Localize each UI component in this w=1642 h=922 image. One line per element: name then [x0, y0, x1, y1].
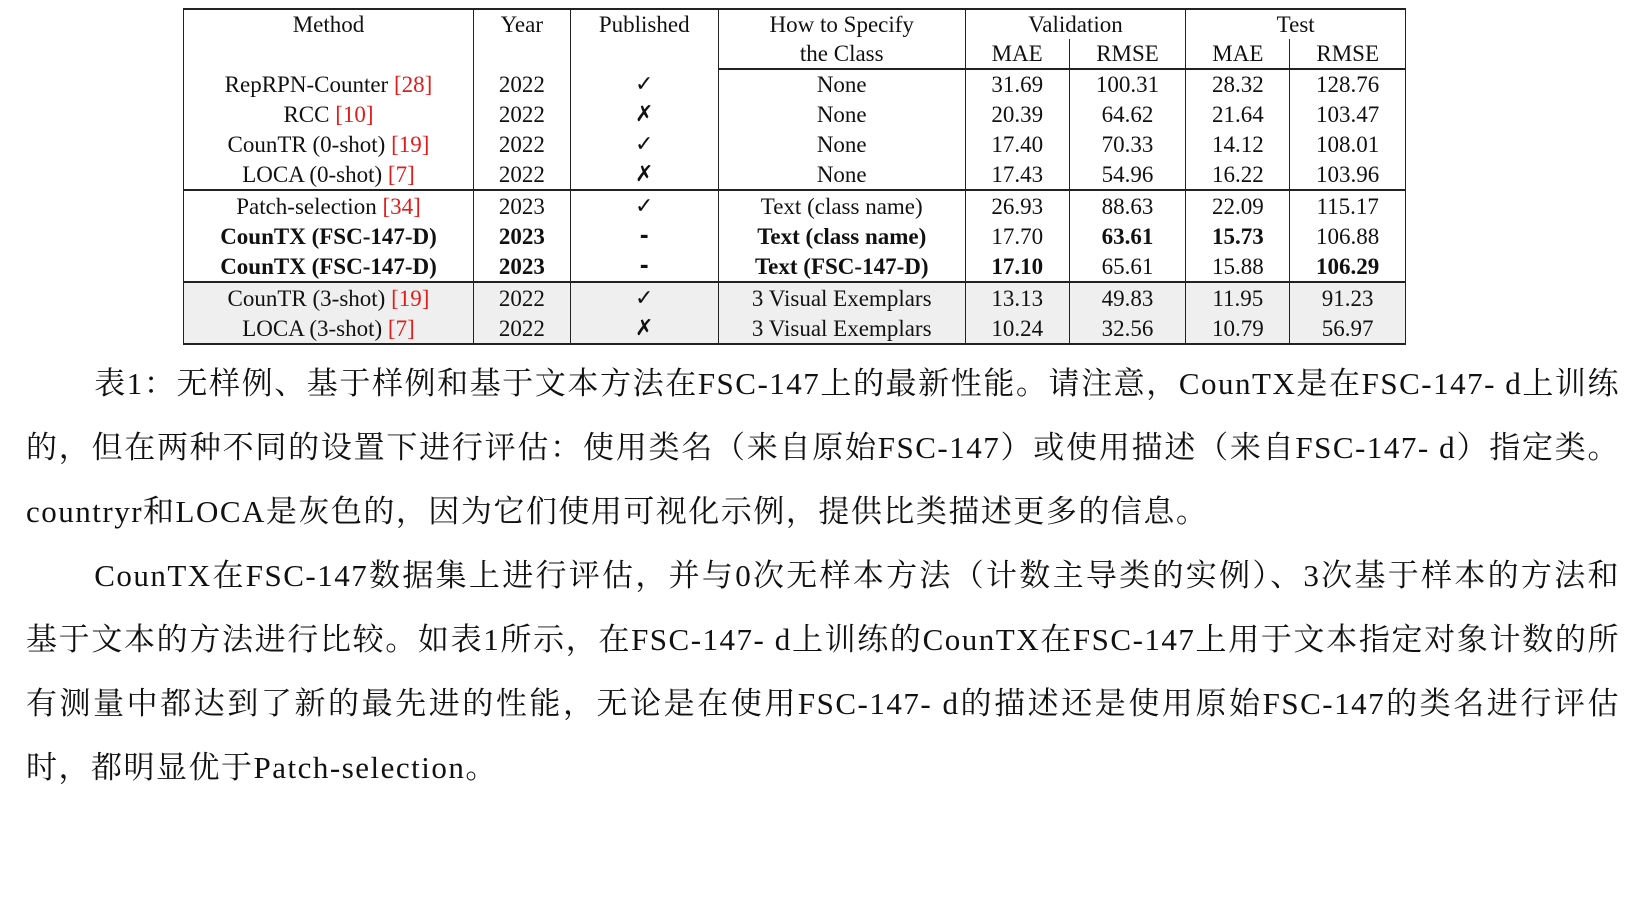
method-name: RCC [283, 101, 336, 127]
cell-test-mae: 21.64 [1186, 99, 1290, 129]
cell-method [184, 282, 474, 313]
cell-val-mae: 13.13 [965, 282, 1069, 313]
citation-link[interactable]: [19] [391, 285, 430, 311]
table-group-text [184, 190, 1406, 282]
cell-val-rmse: 88.63 [1069, 190, 1186, 221]
cell-how: None [718, 69, 965, 99]
table-row [184, 282, 1406, 313]
method-name: Patch-selection [236, 193, 383, 219]
cell-val-rmse: 70.33 [1069, 129, 1186, 159]
cell-year: 2022 [473, 69, 570, 99]
cell-how: Text (FSC-147-D) [718, 251, 965, 282]
cell-test-mae: 11.95 [1186, 282, 1290, 313]
cell-method [184, 313, 474, 344]
header-year: Year [473, 9, 570, 69]
body-paragraph: CounTX在FSC-147数据集上进行评估，并与0次无样本方法（计数主导类的实例）、3次基于样本的方法和基于文本的方法进行比较。如表1所示，在FSC-147- d上训练的CounTX在FSC-147上用于文本指定对象计数的所有测量中都达到了新的最先进的性能，无论是在使用FSC-147- d的描述还是使用原始FSC-147的类名进行评估时，都明显优于Patch-selection。 [26, 558, 1620, 785]
cell-method [184, 129, 474, 159]
cell-val-rmse: 54.96 [1069, 159, 1186, 190]
method-name: CounTR (0-shot) [227, 131, 392, 157]
header-test-rmse: RMSE [1290, 39, 1406, 69]
cell-test-mae: 22.09 [1186, 190, 1290, 221]
table-row [184, 159, 1406, 190]
cell-test-rmse: 91.23 [1290, 282, 1406, 313]
cell-year: 2022 [473, 282, 570, 313]
cell-year: 2023 [473, 190, 570, 221]
citation-link[interactable]: [7] [387, 161, 415, 187]
cross-icon: ✗ [634, 162, 654, 187]
results-table [183, 8, 1406, 345]
method-name: RepRPN-Counter [224, 71, 394, 97]
cell-published [570, 282, 718, 313]
cell-val-rmse: 65.61 [1069, 251, 1186, 282]
cell-val-mae: 17.10 [965, 251, 1069, 282]
cell-how: None [718, 129, 965, 159]
header-how-line2: the Class [718, 39, 965, 69]
table-row [184, 99, 1406, 129]
table-group-visual [184, 282, 1406, 344]
cell-how: 3 Visual Exemplars [718, 313, 965, 344]
cell-test-mae: 16.22 [1186, 159, 1290, 190]
cell-method [184, 221, 474, 251]
cell-val-rmse: 32.56 [1069, 313, 1186, 344]
cell-method [184, 190, 474, 221]
method-name: CounTX (FSC-147-D) [220, 253, 437, 279]
results-table-container [183, 8, 1406, 345]
table-group-zero-shot [184, 69, 1406, 190]
dash-mark: - [639, 224, 649, 249]
cell-published [570, 69, 718, 99]
cell-val-rmse: 64.62 [1069, 99, 1186, 129]
method-name: CounTX (FSC-147-D) [220, 223, 437, 249]
header-how-line1: How to Specify [718, 9, 965, 39]
header-val-mae: MAE [965, 39, 1069, 69]
header-validation: Validation [965, 9, 1186, 39]
cell-test-rmse: 56.97 [1290, 313, 1406, 344]
cell-val-rmse: 63.61 [1069, 221, 1186, 251]
citation-link[interactable]: [34] [382, 193, 421, 219]
check-icon: ✓ [634, 72, 654, 97]
method-name: CounTR (3-shot) [227, 285, 392, 311]
header-val-rmse: RMSE [1069, 39, 1186, 69]
cell-test-mae: 28.32 [1186, 69, 1290, 99]
table-row [184, 129, 1406, 159]
citation-link[interactable]: [10] [335, 101, 374, 127]
cell-how: None [718, 159, 965, 190]
table-row [184, 190, 1406, 221]
cell-method [184, 159, 474, 190]
citation-link[interactable]: [28] [393, 71, 433, 97]
cell-test-mae: 15.88 [1186, 251, 1290, 282]
cell-test-rmse: 106.88 [1290, 221, 1406, 251]
cell-test-mae: 14.12 [1186, 129, 1290, 159]
cell-method [184, 251, 474, 282]
header-test: Test [1186, 9, 1406, 39]
cell-year: 2023 [473, 221, 570, 251]
cell-year: 2022 [473, 129, 570, 159]
cell-how: 3 Visual Exemplars [718, 282, 965, 313]
table-caption: 表1：无样例、基于样例和基于文本方法在FSC-147上的最新性能。请注意，CounTX是在FSC-147- d上训练的，但在两种不同的设置下进行评估：使用类名（来自原始FSC-147）或使用描述（来自FSC-147- d）指定类。countryr和LOCA是灰色的，因为它们使用可视化示例，提供比类描述更多的信息。 [26, 366, 1620, 529]
check-icon: ✓ [634, 132, 654, 157]
citation-link[interactable]: [19] [391, 131, 430, 157]
cell-test-mae: 10.79 [1186, 313, 1290, 344]
cell-test-rmse: 115.17 [1290, 190, 1406, 221]
cross-icon: ✗ [634, 316, 654, 341]
header-test-mae: MAE [1186, 39, 1290, 69]
cell-test-rmse: 103.96 [1290, 159, 1406, 190]
table-row [184, 251, 1406, 282]
cell-val-mae: 20.39 [965, 99, 1069, 129]
cell-val-mae: 10.24 [965, 313, 1069, 344]
cell-published [570, 313, 718, 344]
cell-year: 2022 [473, 313, 570, 344]
method-name: LOCA (3-shot) [242, 315, 388, 341]
cell-year: 2022 [473, 159, 570, 190]
cell-year: 2023 [473, 251, 570, 282]
cross-icon: ✗ [634, 102, 654, 127]
cell-how: None [718, 99, 965, 129]
cell-how: Text (class name) [718, 221, 965, 251]
citation-link[interactable]: [7] [387, 315, 415, 341]
cell-year: 2022 [473, 99, 570, 129]
cell-how: Text (class name) [718, 190, 965, 221]
table-row [184, 69, 1406, 99]
cell-test-rmse: 106.29 [1290, 251, 1406, 282]
method-name: LOCA (0-shot) [242, 161, 388, 187]
cell-test-rmse: 103.47 [1290, 99, 1406, 129]
cell-val-rmse: 49.83 [1069, 282, 1186, 313]
prose-section [26, 352, 1620, 800]
cell-method [184, 69, 474, 99]
cell-published [570, 99, 718, 129]
table-header-row [184, 9, 1406, 39]
table-row [184, 221, 1406, 251]
cell-published [570, 221, 718, 251]
cell-method [184, 99, 474, 129]
dash-mark: - [639, 254, 649, 279]
cell-test-rmse: 128.76 [1290, 69, 1406, 99]
cell-test-rmse: 108.01 [1290, 129, 1406, 159]
cell-val-mae: 31.69 [965, 69, 1069, 99]
cell-val-mae: 17.40 [965, 129, 1069, 159]
cell-published [570, 190, 718, 221]
cell-val-rmse: 100.31 [1069, 69, 1186, 99]
table-row [184, 313, 1406, 344]
header-method: Method [184, 9, 474, 69]
check-icon: ✓ [634, 286, 654, 311]
cell-val-mae: 26.93 [965, 190, 1069, 221]
cell-published [570, 129, 718, 159]
cell-published [570, 251, 718, 282]
header-published: Published [570, 9, 718, 69]
cell-val-mae: 17.70 [965, 221, 1069, 251]
cell-published [570, 159, 718, 190]
cell-val-mae: 17.43 [965, 159, 1069, 190]
check-icon: ✓ [634, 194, 654, 219]
cell-test-mae: 15.73 [1186, 221, 1290, 251]
